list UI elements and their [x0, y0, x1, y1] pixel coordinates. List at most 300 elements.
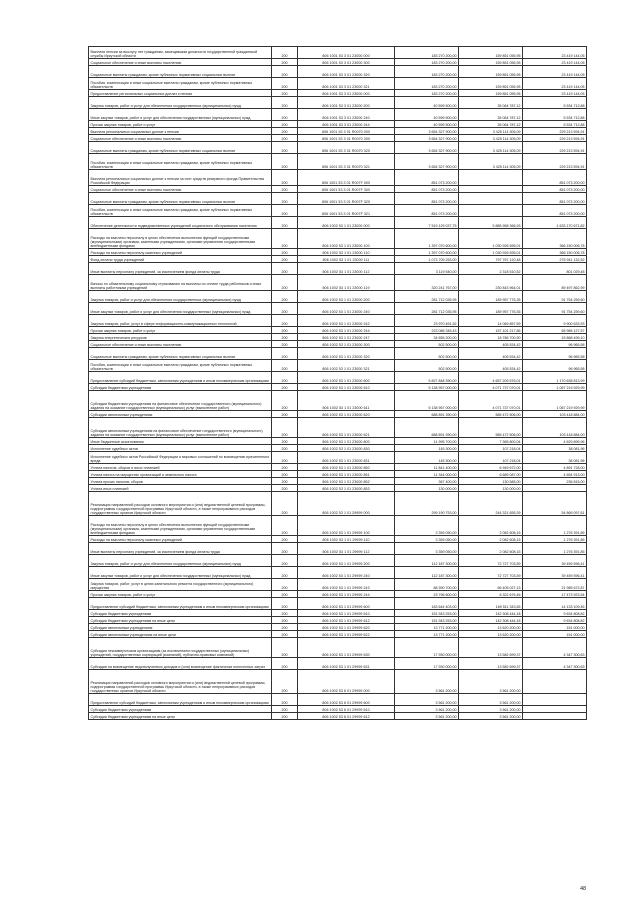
row-executed-amount-cell: 2 082 608,15	[459, 543, 523, 555]
row-classification-code-cell: 806 1001 53 3 01 23000 240	[298, 109, 395, 121]
row-unexecuted-amount-cell: 229 213 594,91	[523, 128, 587, 135]
row-line-code-cell: 200	[272, 327, 298, 334]
row-unexecuted-amount-cell: 38 081,96	[523, 445, 587, 452]
row-approved-amount-cell: 3 654 327 900,00	[395, 135, 459, 142]
row-unexecuted-amount-cell: 65 985 127,57	[523, 327, 587, 334]
row-executed-amount-cell: 4 071 737 070,01	[459, 391, 523, 411]
table-row	[89, 384, 587, 391]
row-approved-amount-cell: 151 943 253,00	[395, 610, 459, 617]
row-unexecuted-amount-cell: 39 459 596,41	[523, 555, 587, 567]
row-approved-amount-cell: 3 654 327 900,00	[395, 154, 459, 170]
table-body	[89, 47, 587, 720]
row-executed-amount-cell	[459, 193, 523, 205]
row-executed-amount-cell: 585 472 506,00	[459, 418, 523, 438]
row-classification-code-cell: 806 1002 53 1 01 29999 112	[298, 543, 395, 555]
row-name-cell: Расходы на выплаты персоналу в целях обеспечения выполнения функций государственными (муниципальными) органами, казенными учреждениями, органами управления государственными внебюджетными фондами	[89, 229, 272, 249]
row-classification-code-cell: 806 1001 53 3 01 R007F 320	[298, 193, 395, 205]
row-classification-code-cell: 806 1001 53 3 01 23000 244	[298, 121, 395, 128]
row-classification-code-cell: 806 1002 53 1 01 29999 240	[298, 567, 395, 579]
row-line-code-cell: 200	[272, 263, 298, 275]
row-approved-amount-cell: 112 187 300,00	[395, 555, 459, 567]
table-row	[89, 638, 587, 658]
row-approved-amount-cell: 40 599 500,00	[395, 97, 459, 109]
row-unexecuted-amount-cell: 15 868 499,10	[523, 334, 587, 341]
table-row	[89, 610, 587, 617]
row-unexecuted-amount-cell: 1 067 219 929,99	[523, 391, 587, 411]
row-name-cell: Реализация направлений расходов основного мероприятия и (или) ведомственной целевой программы, подпрограммы государственной программы Иркутской области, а также непрограммных расходов государственных органов Иркутской области	[89, 492, 272, 516]
row-classification-code-cell: 806 1002 53 1 01 29999 000	[298, 492, 395, 516]
table-row	[89, 154, 587, 170]
row-name-cell: Уплата иных платежей	[89, 485, 272, 492]
row-approved-amount-cell: 851 073 200,00	[395, 186, 459, 193]
row-classification-code-cell: 806 1002 53 1 01 29999 100	[298, 516, 395, 536]
row-line-code-cell: 200	[272, 229, 298, 249]
row-line-code-cell: 200	[272, 631, 298, 638]
row-unexecuted-amount-cell: 1 276 391,85	[523, 516, 587, 536]
table-row	[89, 142, 587, 154]
table-row	[89, 471, 587, 478]
row-name-cell: Субсидии на возмещение недополученных доходов и (или) возмещение фактически понесенных затрат	[89, 658, 272, 670]
row-unexecuted-amount-cell: 851 073 200,00	[523, 193, 587, 205]
row-classification-code-cell: 806 1002 53 1 01 23000 620	[298, 411, 395, 418]
table-row	[89, 543, 587, 555]
row-executed-amount-cell: 157 101 217,86	[459, 327, 523, 334]
row-name-cell: Субсидии некоммерческим организациям (за исключением государственных (муниципальных) учреждений, государственных корпораций (компаний), публично-правовых компаний)	[89, 638, 272, 658]
table-row	[89, 555, 587, 567]
row-approved-amount-cell: 688 891 390,00	[395, 418, 459, 438]
table-row	[89, 59, 587, 66]
row-unexecuted-amount-cell: 14 133 109,45	[523, 598, 587, 610]
table-row	[89, 90, 587, 97]
row-line-code-cell: 200	[272, 59, 298, 66]
row-line-code-cell: 200	[272, 464, 298, 471]
row-line-code-cell: 200	[272, 670, 298, 694]
row-unexecuted-amount-cell	[523, 706, 587, 713]
row-unexecuted-amount-cell: 5 534 712,88	[523, 97, 587, 109]
row-line-code-cell: 200	[272, 485, 298, 492]
row-line-code-cell: 200	[272, 372, 298, 384]
row-approved-amount-cell: 5 827 848 390,00	[395, 372, 459, 384]
row-classification-code-cell: 806 1001 53 3 01 23000 320	[298, 66, 395, 78]
row-name-cell: Субсидии автономным учреждениям	[89, 624, 272, 631]
row-classification-code-cell: 806 1001 53 3 01 R007F 000	[298, 170, 395, 186]
row-classification-code-cell: 806 1001 53 3 01 R0070 320	[298, 142, 395, 154]
table-row	[89, 391, 587, 411]
row-name-cell: Субсидии автономным учреждениям на финансовое обеспечение государственного (муниципального) задания на оказание государственных (муниципальных) услуг (выполнение работ)	[89, 418, 272, 438]
row-name-cell: Иные закупки товаров, работ и услуг для обеспечения государственных (муниципальных) нужд	[89, 109, 272, 121]
row-unexecuted-amount-cell: 1 276 391,85	[523, 536, 587, 543]
row-unexecuted-amount-cell: 54 869 097,61	[523, 492, 587, 516]
row-line-code-cell: 200	[272, 205, 298, 217]
row-line-code-cell: 200	[272, 706, 298, 713]
row-line-code-cell: 200	[272, 492, 298, 516]
row-unexecuted-amount-cell: 9 634 808,82	[523, 610, 587, 617]
row-classification-code-cell: 806 1002 53 1 01 23000 247	[298, 334, 395, 341]
table-row	[89, 66, 587, 78]
row-approved-amount-cell: 3 359 050,00	[395, 536, 459, 543]
row-line-code-cell: 200	[272, 348, 298, 360]
row-line-code-cell: 200	[272, 694, 298, 706]
row-classification-code-cell: 806 1002 53 1 01 29999 622	[298, 631, 395, 638]
row-classification-code-cell: 806 1002 53 1 01 29999 610	[298, 610, 395, 617]
row-unexecuted-amount-cell: 229 213 594,91	[523, 135, 587, 142]
row-classification-code-cell: 806 1001 53 3 01 23000 000	[298, 47, 395, 59]
row-line-code-cell: 200	[272, 275, 298, 291]
table-row	[89, 193, 587, 205]
row-name-cell: Социальное обеспечение и иные выплаты населению	[89, 341, 272, 348]
row-line-code-cell: 200	[272, 418, 298, 438]
row-line-code-cell: 200	[272, 249, 298, 256]
row-approved-amount-cell: 320 241 767,00	[395, 275, 459, 291]
table-row	[89, 658, 587, 670]
row-classification-code-cell: 806 1001 53 3 01 R007F 321	[298, 205, 395, 217]
row-unexecuted-amount-cell: 17 473 923,54	[523, 591, 587, 598]
table-row	[89, 713, 587, 720]
table-row	[89, 327, 587, 334]
row-executed-amount-cell: 35 064 787,12	[459, 109, 523, 121]
row-line-code-cell: 200	[272, 47, 298, 59]
row-executed-amount-cell: 13 620 200,00	[459, 624, 523, 631]
row-unexecuted-amount-cell: 103 418 884,00	[523, 418, 587, 438]
row-approved-amount-cell: 223 086 345,43	[395, 327, 459, 334]
row-executed-amount-cell	[459, 186, 523, 193]
row-unexecuted-amount-cell: 851 073 200,00	[523, 186, 587, 193]
row-line-code-cell: 200	[272, 217, 298, 229]
table-row	[89, 591, 587, 598]
row-classification-code-cell: 806 1002 53 1 01 23000 000	[298, 217, 395, 229]
row-name-cell: Субсидии бюджетным учреждениям на иные цели	[89, 713, 272, 720]
row-approved-amount-cell: 145 300,00	[395, 452, 459, 464]
row-line-code-cell: 200	[272, 624, 298, 631]
row-executed-amount-cell: 1 030 926 595,01	[459, 229, 523, 249]
row-classification-code-cell: 806 1002 53 1 01 23000 831	[298, 452, 395, 464]
row-executed-amount-cell: 230 843 964,01	[459, 275, 523, 291]
row-unexecuted-amount-cell: 236 815,00	[523, 478, 587, 485]
row-approved-amount-cell: 183 270 200,00	[395, 90, 459, 97]
table-row	[89, 464, 587, 471]
row-executed-amount-cell: 2 082 608,15	[459, 516, 523, 536]
row-approved-amount-cell: 40 599 500,00	[395, 109, 459, 121]
row-classification-code-cell: 806 1002 53 1 01 29999 631	[298, 658, 395, 670]
row-unexecuted-amount-cell: 91 754 259,60	[523, 291, 587, 303]
row-unexecuted-amount-cell: 38 081,96	[523, 452, 587, 464]
row-approved-amount-cell: 3 561 200,00	[395, 694, 459, 706]
row-executed-amount-cell: 3 425 114 305,09	[459, 154, 523, 170]
row-classification-code-cell: 806 1002 53 6 01 29999 610	[298, 706, 395, 713]
page-number: 48	[580, 886, 587, 892]
table-row	[89, 360, 587, 372]
row-approved-amount-cell: 183 644 403,00	[395, 598, 459, 610]
row-executed-amount-cell: 405 534,42	[459, 341, 523, 348]
row-unexecuted-amount-cell: 4 347 300,63	[523, 638, 587, 658]
row-approved-amount-cell: 3 359 050,00	[395, 543, 459, 555]
row-classification-code-cell: 806 1002 53 6 01 29999 000	[298, 670, 395, 694]
row-approved-amount-cell: 11 995 700,00	[395, 438, 459, 445]
row-name-cell: Пособия, компенсации и иные социальные выплаты гражданам, кроме публичных нормативных обязательств	[89, 154, 272, 170]
row-name-cell: Иные выплаты персоналу учреждений, за исключением фонда оплаты труда	[89, 263, 272, 275]
row-approved-amount-cell: 151 943 253,00	[395, 617, 459, 624]
row-executed-amount-cell: 13 582 699,37	[459, 658, 523, 670]
row-classification-code-cell: 806 1002 53 1 01 23000 621	[298, 418, 395, 438]
table-row	[89, 291, 587, 303]
table-row	[89, 631, 587, 638]
row-approved-amount-cell: 13 771 200,00	[395, 624, 459, 631]
row-name-cell: Закупка товаров, работ и услуг для обеспечения государственных (муниципальных) нужд	[89, 555, 272, 567]
table-row	[89, 109, 587, 121]
row-classification-code-cell: 806 1002 53 1 01 23000 100	[298, 229, 395, 249]
row-name-cell: Закупка энергетических ресурсов	[89, 334, 272, 341]
row-approved-amount-cell: 3 654 327 900,00	[395, 142, 459, 154]
row-approved-amount-cell: 40 599 500,00	[395, 121, 459, 128]
row-executed-amount-cell: 3 425 114 305,09	[459, 142, 523, 154]
table-row	[89, 186, 587, 193]
row-executed-amount-cell: 159 851 055,95	[459, 59, 523, 66]
row-classification-code-cell: 806 1001 53 3 01 R0070 300	[298, 135, 395, 142]
table-row	[89, 372, 587, 384]
row-executed-amount-cell: 18 786 700,90	[459, 334, 523, 341]
row-line-code-cell: 200	[272, 617, 298, 624]
row-approved-amount-cell: 5 138 957 000,00	[395, 384, 459, 391]
row-unexecuted-amount-cell: 4 347 300,63	[523, 658, 587, 670]
table-row	[89, 303, 587, 315]
row-classification-code-cell: 806 1002 53 1 01 23000 200	[298, 291, 395, 303]
table-row	[89, 229, 587, 249]
row-executed-amount-cell: 72 727 703,59	[459, 555, 523, 567]
row-name-cell: Субсидии бюджетным учреждениям	[89, 384, 272, 391]
row-classification-code-cell: 806 1001 53 3 01 R0070 321	[298, 154, 395, 170]
row-classification-code-cell: 806 1002 53 1 01 23000 611	[298, 391, 395, 411]
row-line-code-cell: 200	[272, 360, 298, 372]
row-unexecuted-amount-cell	[523, 670, 587, 694]
row-line-code-cell: 200	[272, 170, 298, 186]
row-line-code-cell: 200	[272, 90, 298, 97]
row-unexecuted-amount-cell: 4 654 913,00	[523, 471, 587, 478]
row-executed-amount-cell: 797 767 120,48	[459, 256, 523, 263]
row-line-code-cell: 200	[272, 135, 298, 142]
row-executed-amount-cell: 405 534,42	[459, 348, 523, 360]
row-line-code-cell: 200	[272, 610, 298, 617]
row-name-cell: Предоставление субсидий бюджетным, автономным учреждениям и иным некоммерческим организациям	[89, 372, 272, 384]
row-approved-amount-cell: 299 190 753,00	[395, 492, 459, 516]
row-approved-amount-cell: 23 970 491,52	[395, 315, 459, 327]
row-unexecuted-amount-cell	[523, 694, 587, 706]
row-executed-amount-cell: 35 064 787,12	[459, 121, 523, 128]
table-row	[89, 47, 587, 59]
row-name-cell: Расходы на выплаты персоналу в целях обеспечения выполнения функций государственными (муниципальными) органами, казенными учреждениями, органами управления государственными внебюджетными фондами	[89, 516, 272, 536]
row-name-cell: Уплата налогов, сборов и иных платежей	[89, 464, 272, 471]
row-name-cell: Выплата региональных социальных доплат к пенсии	[89, 128, 272, 135]
table-row	[89, 256, 587, 263]
row-line-code-cell: 200	[272, 186, 298, 193]
row-approved-amount-cell: 3 561 200,00	[395, 670, 459, 694]
row-name-cell: Субсидии бюджетным учреждениям	[89, 610, 272, 617]
row-line-code-cell: 200	[272, 638, 298, 658]
row-approved-amount-cell: 688 891 390,00	[395, 411, 459, 418]
row-approved-amount-cell: 11 344 000,00	[395, 471, 459, 478]
row-executed-amount-cell: 4 657 209 576,01	[459, 372, 523, 384]
row-classification-code-cell: 806 1002 53 1 01 23000 240	[298, 303, 395, 315]
row-unexecuted-amount-cell: 151 000,00	[523, 631, 587, 638]
row-unexecuted-amount-cell: 1 633 170 671,82	[523, 217, 587, 229]
row-unexecuted-amount-cell	[523, 713, 587, 720]
row-name-cell: Пособия, компенсации и иные социальные выплаты гражданам, кроме публичных нормативных обязательств	[89, 205, 272, 217]
row-name-cell: Обеспечение деятельности подведомственных учреждений социального обслуживания населения	[89, 217, 272, 229]
row-unexecuted-amount-cell: 4 629 899,96	[523, 438, 587, 445]
row-classification-code-cell: 806 1002 53 1 01 29999 612	[298, 617, 395, 624]
row-unexecuted-amount-cell: 275 941 132,52	[523, 256, 587, 263]
row-classification-code-cell: 806 1002 53 1 01 29999 200	[298, 555, 395, 567]
table-row	[89, 438, 587, 445]
row-classification-code-cell: 806 1002 53 1 01 23000 600	[298, 372, 395, 384]
row-unexecuted-amount-cell: 89 497 862,99	[523, 275, 587, 291]
row-unexecuted-amount-cell: 1 067 219 929,99	[523, 384, 587, 391]
row-unexecuted-amount-cell: 801 029,48	[523, 263, 587, 275]
row-unexecuted-amount-cell: 5 534 712,88	[523, 121, 587, 128]
row-name-cell: Выплата пенсии за выслугу лет гражданам, замещавшим должности государственной гражданской службы Иркутской области	[89, 47, 272, 59]
row-name-cell: Иные выплаты персоналу учреждений, за исключением фонда оплаты труда	[89, 543, 272, 555]
row-line-code-cell: 200	[272, 543, 298, 555]
table-row	[89, 485, 587, 492]
row-name-cell: Прочая закупка товаров, работ и услуг	[89, 327, 272, 334]
row-executed-amount-cell: 6 322 676,46	[459, 591, 523, 598]
row-line-code-cell: 200	[272, 471, 298, 478]
row-approved-amount-cell: 502 500,00	[395, 341, 459, 348]
row-line-code-cell: 200	[272, 334, 298, 341]
row-classification-code-cell: 806 1002 53 1 01 23000 300	[298, 341, 395, 348]
row-classification-code-cell: 806 1002 53 1 01 23000 244	[298, 327, 395, 334]
table-row	[89, 706, 587, 713]
row-line-code-cell: 200	[272, 411, 298, 418]
row-approved-amount-cell: 3 359 050,00	[395, 516, 459, 536]
table-row	[89, 598, 587, 610]
row-unexecuted-amount-cell: 366 150 006,78	[523, 249, 587, 256]
row-approved-amount-cell: 11 841 400,00	[395, 464, 459, 471]
table-row	[89, 492, 587, 516]
row-approved-amount-cell: 3 119 540,00	[395, 263, 459, 275]
row-unexecuted-amount-cell: 23 419 144,05	[523, 90, 587, 97]
row-approved-amount-cell: 183 270 200,00	[395, 59, 459, 66]
row-executed-amount-cell: 107 218,04	[459, 452, 523, 464]
row-name-cell: Закупка товаров, работ и услуг для обеспечения государственных (муниципальных) нужд	[89, 97, 272, 109]
row-executed-amount-cell: 159 851 055,95	[459, 66, 523, 78]
row-line-code-cell: 200	[272, 154, 298, 170]
row-unexecuted-amount-cell: 4 891 728,00	[523, 464, 587, 471]
row-unexecuted-amount-cell: 1 276 391,85	[523, 543, 587, 555]
row-name-cell: Социальное обеспечение и иные выплаты населению	[89, 135, 272, 142]
table-row	[89, 579, 587, 591]
row-classification-code-cell: 806 1001 53 3 01 23000 000	[298, 90, 395, 97]
table-row	[89, 334, 587, 341]
table-row	[89, 536, 587, 543]
table-row	[89, 121, 587, 128]
row-unexecuted-amount-cell: 103 418 884,00	[523, 411, 587, 418]
row-approved-amount-cell: 281 712 035,95	[395, 303, 459, 315]
row-approved-amount-cell: 130 000,00	[395, 485, 459, 492]
row-classification-code-cell: 806 1001 53 3 01 R0070 000	[298, 128, 395, 135]
row-executed-amount-cell: 7 365 800,04	[459, 438, 523, 445]
row-name-cell: Закупка товаров, работ, услуг в целях капитального ремонта государственного (муниципального) имущества	[89, 579, 272, 591]
row-classification-code-cell: 806 1002 53 1 01 23000 242	[298, 315, 395, 327]
budget-table-sheet	[88, 46, 586, 720]
row-executed-amount-cell	[459, 205, 523, 217]
table-row	[89, 348, 587, 360]
row-executed-amount-cell: 130 585,00	[459, 478, 523, 485]
row-name-cell: Выплата региональных социальных доплат к пенсии за счет средств резервного фонда Правительства Российской Федерации	[89, 170, 272, 186]
row-line-code-cell: 200	[272, 591, 298, 598]
row-line-code-cell: 200	[272, 303, 298, 315]
row-name-cell: Взносы по обязательному социальному страхованию на выплаты по оплате труда работников и иные выплаты работникам учреждений	[89, 275, 272, 291]
table-row	[89, 135, 587, 142]
row-executed-amount-cell: 159 851 055,95	[459, 90, 523, 97]
row-executed-amount-cell: 13 620 200,00	[459, 631, 523, 638]
row-classification-code-cell: 806 1002 53 1 01 23000 853	[298, 485, 395, 492]
row-approved-amount-cell: 281 712 035,95	[395, 291, 459, 303]
row-executed-amount-cell: 2 318 510,52	[459, 263, 523, 275]
row-name-cell: Субсидии бюджетным учреждениям на финансовое обеспечение государственного (муниципального) задания на оказание государственных (муниципальных) услуг (выполнение работ)	[89, 391, 272, 411]
row-executed-amount-cell: 107 218,04	[459, 445, 523, 452]
row-approved-amount-cell: 17 930 000,00	[395, 658, 459, 670]
table-row	[89, 263, 587, 275]
row-approved-amount-cell: 3 654 327 900,00	[395, 128, 459, 135]
row-name-cell: Закупка товаров, работ, услуг в сфере информационно-коммуникационных технологий	[89, 315, 272, 327]
row-line-code-cell: 200	[272, 391, 298, 411]
row-approved-amount-cell: 34 655 200,00	[395, 334, 459, 341]
row-classification-code-cell: 806 1002 53 1 01 23000 830	[298, 445, 395, 452]
row-executed-amount-cell: 1 030 926 595,01	[459, 249, 523, 256]
row-unexecuted-amount-cell: 229 213 594,91	[523, 142, 587, 154]
table-row	[89, 452, 587, 464]
row-executed-amount-cell: 405 534,42	[459, 360, 523, 372]
row-executed-amount-cell: 159 851 055,95	[459, 47, 523, 59]
row-executed-amount-cell: 6 689 087,00	[459, 471, 523, 478]
row-classification-code-cell: 806 1002 53 1 01 29999 243	[298, 579, 395, 591]
row-classification-code-cell: 806 1002 53 1 01 23000 800	[298, 438, 395, 445]
row-executed-amount-cell: 66 405 027,13	[459, 579, 523, 591]
row-classification-code-cell: 806 1002 53 1 01 29999 110	[298, 536, 395, 543]
row-name-cell: Прочая закупка товаров, работ и услуг	[89, 121, 272, 128]
row-classification-code-cell: 806 1002 53 1 01 23000 610	[298, 384, 395, 391]
row-name-cell: Субсидии бюджетным учреждениям	[89, 706, 272, 713]
table-row	[89, 478, 587, 485]
table-row	[89, 411, 587, 418]
row-approved-amount-cell: 3 561 200,00	[395, 713, 459, 720]
row-name-cell: Исполнение судебных актов	[89, 445, 272, 452]
row-executed-amount-cell: 4 071 737 070,01	[459, 384, 523, 391]
table-row	[89, 670, 587, 694]
row-unexecuted-amount-cell: 96 965,58	[523, 341, 587, 348]
row-classification-code-cell: 806 1001 53 3 01 23000 300	[298, 59, 395, 66]
row-executed-amount-cell	[459, 170, 523, 186]
row-approved-amount-cell: 112 187 300,00	[395, 567, 459, 579]
row-name-cell: Социальные выплаты гражданам, кроме публичных нормативных социальных выплат	[89, 142, 272, 154]
row-unexecuted-amount-cell: 21 985 672,87	[523, 579, 587, 591]
row-executed-amount-cell: 2 082 608,15	[459, 536, 523, 543]
row-executed-amount-cell: 35 064 787,12	[459, 97, 523, 109]
row-name-cell: Социальные выплаты гражданам, кроме публичных нормативных социальных выплат	[89, 348, 272, 360]
table-row	[89, 567, 587, 579]
row-executed-amount-cell: 244 321 655,39	[459, 492, 523, 516]
row-line-code-cell: 200	[272, 97, 298, 109]
row-executed-amount-cell: 585 472 506,00	[459, 411, 523, 418]
row-classification-code-cell: 806 1002 53 1 01 23000 112	[298, 263, 395, 275]
row-name-cell: Социальные выплаты гражданам, кроме публичных нормативных социальных выплат	[89, 66, 272, 78]
budget-execution-table	[88, 46, 587, 720]
row-classification-code-cell: 806 1001 53 3 01 23000 321	[298, 78, 395, 90]
row-line-code-cell: 200	[272, 713, 298, 720]
row-approved-amount-cell: 502 500,00	[395, 348, 459, 360]
row-approved-amount-cell: 1 397 070 600,00	[395, 249, 459, 256]
row-name-cell: Закупка товаров, работ и услуг для обеспечения государственных (муниципальных) нужд	[89, 291, 272, 303]
